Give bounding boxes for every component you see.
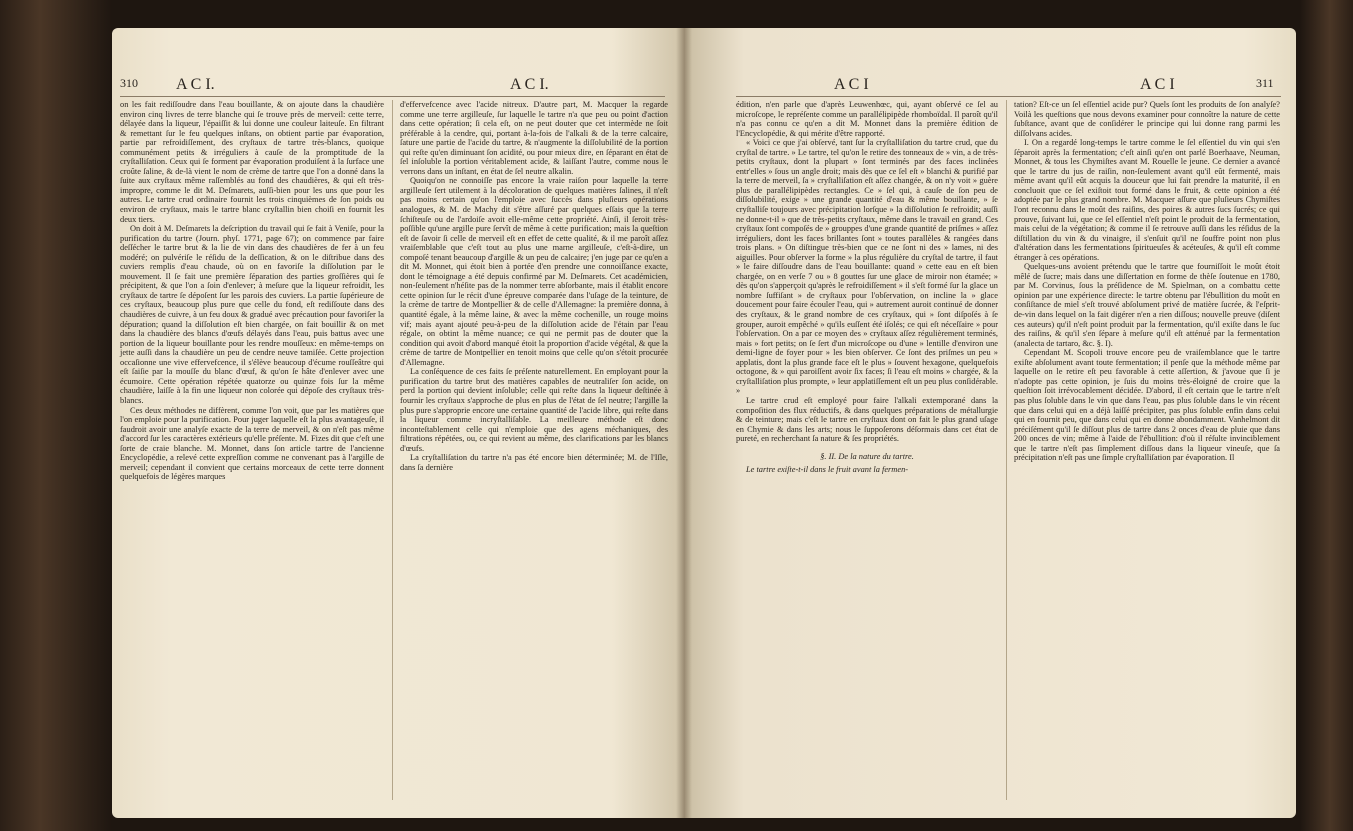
- paragraph: Quelques-uns avoient prétendu que le tartre que fourniſſoit le moût étoit mêlé de ſucre; mais dans une diſſertation en forme de thèſe ſoutenue en 1780, par M. Corvinus, ſous la préſidence de M. Spielman, on a combattu cette opinion par une expérience directe: le tartre obtenu par l'ébullition du moût en conſiſtance de miel s'eſt trouvé abſolument privé de matière ſucrée, & l'eſprit-de-vin dans lequel on la fait digérer n'en a rien diſſous; nouvelle preuve (diſent ces auteurs) qu'il n'eſt point produit par la fermentation, qu'il exiſte dans le ſuc des raiſins, & qu'il s'en ſépare à meſure qu'il eſt atténué par la fermentation (analecta de tartaro, &c. §. I).: [1014, 262, 1280, 348]
- paragraph: Quoiqu'on ne connoiſſe pas encore la vraie raiſon pour laquelle la terre argilleuſe ſert utilement à la décoloration de quelques matières ſalines, il n'eſt pas moins certain qu'on l'emploie avec ſuccès dans pluſieurs opérations analogues, & M. de Machy dit s'être aſſuré par quelques eſſais que la terre ſchiſteuſe ou de l'ardoiſe avoit elle-même cette propriété. Ainſi, il ſeroit très-poſſible qu'une argille pure ſervît de même à cette purification; mais la queſtion eſt de ſavoir ſi celle de merveil eſt en effet de cette qualité, & il me paroît aſſez vraiſemblable que c'eſt tout au plus une marne argilleuſe, c'eſt-à-dire, un compoſé tenant beaucoup d'argille & un peu de calcaire; j'en juge par ce qu'en a dit M. Monnet, qui étoit bien à portée d'en prendre une connoiſſance exacte, dont le témoignage a été depuis confirmé par M. Deſmarets. Cet académicien, non-ſeulement n'héſite pas de la nommer terre abſorbante, mais il établit encore cette opinion ſur le récit d'une épreuve comparée dans l'uſage de la teinture, de la crème de tartre de Montpellier & de celle d'Allemagne: la première donna, à quantité égale, à la même laine, & avec la même cochenille, un rouge moins vif; mais ayant ajouté peu-à-peu de la diſſolution acide de l'étain par l'eau régale, on obtint la même nuance; ce qui ne permit pas de douter que la condition qui avoit d'abord manqué étoit la proportion d'acide végétal, & que la crème de tartre de Montpellier en tenoit moins que celle qu'on s'étoit procurée d'Allemagne.: [400, 176, 668, 367]
- column-divider: [1006, 100, 1007, 800]
- quotation: « Voici ce que j'ai obſervé, tant ſur la cryſtalliſation du tartre crud, que du cryſtal de tartre. » Le tartre, tel qu'on le retire des tonneaux de » vin, a de très-petits cryſtaux, dont la plupart » ſont terminés par des faces inclinées entr'elles » ſous un angle droit; mais dès que ce ſel eſt » blanchi & purifié par la terre de merveil, ſa » cryſtalliſation eſt aſſez changée, & on n'y voit » guère plus de parallélipipèdes rectangles. Ce » ſel qui, à cauſe de ſon peu de diſſolubilité, exige » une grande quantité d'eau & même bouillante, » ſe cryſtalliſe toujours avec précipitation lorſque » la diſſolution ſe refroidit; auſſi ne donne-t-il » que de très-petits cryſtaux, même dans le travail en grand. Ces cryſtaux ſont compoſés de » grouppes d'une grande quantité de priſmes » aſſez irréguliers, dont les faces brillantes ſont » toutes parallèles & rangées dans trois plans. » On diſtingue très-bien que ce ne ſont ni des » lames, ni des aiguilles. Pour obſerver la forme » la plus régulière du cryſtal de tartre, il faut » le faire diſſoudre dans de l'eau bouillante: quand » cette eau en eſt bien chargée, on en verſe 7 ou » 8 gouttes ſur une glace de miroir non étamée; » dès qu'on s'apperçoit qu'après le refroidiſſement » il s'eſt formé ſur la glace un nombre ſuffiſant » de cryſtaux pour l'obſervation, on incline la » glace doucement pour faire écouler l'eau, qui » autrement auroit continué de donner des cryſtaux, & le grand nombre de ces cryſtaux, qui » ſont diſpoſés à ſe grouper, auroit empêché » qu'ils euſſent été iſolés; ce qui eſt néceſſaire » pour l'obſervation. On a par ce moyen des » cryſtaux aſſez régulièrement terminés, mais » fort petits; on ſe ſert d'un microſcope ou d'une » lentille d'environ une demi-ligne de foyer pour » les bien obſerver. Ce ſont des priſmes un peu » applatis, dont la plus grande face eſt le plus » ſouvent hexagone, quelquefois octogone, & » qui paroiſſent avoir ſix faces; ſi l'eau eſt moins » chargée, & la cryſtalliſation plus prompte, » leur applatiſſement eſt un peu plus conſidérable. »: [736, 138, 998, 396]
- running-head-right-col2: A C I: [1140, 76, 1175, 93]
- paragraph: tation? Eſt-ce un ſel eſſentiel acide pur? Quels ſont les produits de ſon analyſe? Voilà les queſtions que nous devons examiner pour connoître la nature de cette ſubſtance, avant que de conſidérer le principe qui lui donne rang parmi les diſſolvans acides.: [1014, 100, 1280, 138]
- column-divider: [392, 100, 393, 800]
- paragraph: La cryſtalliſation du tartre n'a pas été encore bien déterminée; M. de l'Iſle, dans ſa dernière: [400, 453, 668, 472]
- paragraph: Le tartre crud eſt employé pour faire l'alkali extemporané dans la compoſition des flux réductifs, & dans quelques préparations de métallurgie & de teinture; mais c'eſt le tartre en cryſtaux dont on fait le plus grand uſage en Chymie & dans les arts; nous le ſuppoſerons déſormais dans cet état de pureté, en recherchant ſa nature & ſes propriétés.: [736, 395, 998, 444]
- right-page-column-1: [736, 100, 998, 475]
- left-page-column-1: [120, 100, 384, 482]
- paragraph: Ces deux méthodes ne diffèrent, comme l'on voit, que par les matières que l'on emploie pour la purification. Pour juger laquelle eſt la plus avantageuſe, il faudroit avoir une analyſe exacte de la terre de merveil, & on n'eſt pas même d'accord ſur les caractères extérieurs qu'elle préſente. M. Fizes dit que c'eſt une ſorte de craie blanche. M. Monnet, dans ſon article tartre de l'ancienne Encyclopédie, a relevé cette expreſſion comme ne convenant pas à l'argille de merveil; cependant il convient que certains morceaux de cette terre donnent quelquefois de légères marques: [120, 405, 384, 482]
- left-page-column-2: [400, 100, 668, 472]
- section-title: §. II. De la nature du tartre.: [820, 451, 914, 461]
- running-head-left-col1: A C I.: [176, 76, 215, 93]
- right-page-column-2: [1014, 100, 1280, 463]
- paragraph: édition, n'en parle que d'après Leuwenhœc, qui, ayant obſervé ce ſel au microſcope, le repréſente comme un parallélipipède rhomboïdal. Il paroît qu'il n'a pas connu ce qu'en a dit M. Monnet dans la première édition de l'Encyclopédie, & qui mérite d'être rapporté.: [736, 100, 998, 138]
- book-gutter: [676, 28, 692, 818]
- left-page: [112, 28, 684, 818]
- running-head-right-col1: A C I: [834, 76, 869, 93]
- right-page: [684, 28, 1296, 818]
- paragraph: on les fait rediſſoudre dans l'eau bouillante, & on ajoute dans la chaudière environ cinq livres de terre blanche qui ſe trouve près de merveil: cette terre, délayée dans la liqueur, l'épaiſſit & lui donne une couleur laiteuſe. En filtrant & remettant ſur le feu quelques inſtans, on obtient partie par évaporation, partie par refroidiſſement, des cryſtaux de tartre très-blancs, quoique communément petits & irréguliers à cauſe de la promptitude de la cryſtalliſation. Ceux qui ſe forment par évaporation produiſent à la ſurface une croûte ſaline, & de-là vient le nom de crème de tartre que l'on a donné dans la ſuite aux cryſtaux même raſſemblés au fond des chaudières, & qui eſt très-impropre, comme le dit M. Deſmarets, auſſi-bien pour les uns que pour les autres. Le tartre crud ordinaire fournit les trois cinquièmes de ſon poids ou environ de cryſtaux, mais le tartre blanc cryſtallin bien choiſi en fournit les deux tiers.: [120, 100, 384, 224]
- paragraph: d'effervefcence avec l'acide nitreux. D'autre part, M. Macquer la regarde comme une terre argilleuſe, ſur laquelle le tartre n'a que peu ou point d'action dans cette opération; ſi cela eſt, on ne peut douter que cet intermède ne ſoit préférable à la cendre, qui, portant à-la-fois de l'alkali & de la terre calcaire, ſature une partie de l'acide du tartre, & n'augmente la diſſolubilité de la portion qui reſte qu'en diminuant ſon acidité, ou pour mieux dire, en ſéparant en état de ſel inſoluble la portion véritablement acide, & laiſſant l'autre, comme nous le verrons dans un inſtant, en état de ſel neutre alkalin.: [400, 100, 668, 176]
- paragraph: La conſéquence de ces faits ſe préſente naturellement. En employant pour la purification du tartre brut des matières capables de neutraliſer ſon acide, on perd la portion qui devient inſoluble; celle qui reſte dans la liqueur deſtinée à fournir les cryſtaux s'approche de plus en plus de l'état de ſel neutre; l'argille la plus pure s'approprie encore une certaine quantité de l'acide libre, qui reſte dans la liqueur comme incryſtalliſable. La meilleure méthode eſt donc inconteſtablement celle qui n'emploie que des agens méchaniques, des filtrations répétées, ou, ce qui revient au même, des clarifications par les blancs d'œufs.: [400, 367, 668, 453]
- running-head-left-col2: A C I.: [510, 76, 549, 93]
- paragraph: Cependant M. Scopoli trouve encore peu de vraiſemblance que le tartre exiſte abſolument avant toute fermentation; il penſe que la méthode même par laquelle on le retire eſt peu favorable à cette aſſertion, & j'avoue que ſi je n'adopte pas cette opinion, je ſuis du moins très-éloigné de croire que la queſtion ſoit irrévocablement décidée. D'abord, il eſt certain que le tartre n'eſt pas plus ſoluble dans le vin que dans l'eau, pas plus ſoluble dans le vin récent que dans celui qui en a déjà laiſſé précipiter, pas plus ſoluble enfin dans celui qui en fournit peu, que dans celui qui en donne abondamment. Vanhelmont dit préciſément qu'il ſe diſſout plus de tartre dans 2 onces d'eau de pluie que dans 200 onces de vin; même à l'aide de l'ébullition: d'où il réſulte invinciblement que le tartre n'eſt pas ſimplement diſſous dans la liqueur vineuſe, que ſa précipitation n'eſt pas une ſimple cryſtalliſation par évaporation. Il: [1014, 348, 1280, 463]
- header-rule: [120, 96, 665, 97]
- section-first-line: Le tartre exiſte-t-il dans le fruit avant la fermen-: [746, 465, 909, 475]
- header-rule: [736, 96, 1281, 97]
- paragraph: I. On a regardé long-temps le tartre comme le ſel eſſentiel du vin qui s'en ſéparoit après la fermentation; c'eſt ainſi qu'en ont parlé Boerhaave, Neuman, Monnet, & tous les Chymiſtes avant M. Rouelle le jeune. Ce dernier a avancé que le tartre du jus de raiſin, non-ſeulement avant qu'il eût fermenté, mais même avant qu'il eût acquis la douceur que lui fait prendre la maturité, il en concluoit que ce ſel exiſtoit tout formé dans le fruit, & cette opinion a été adoptée par le plus grand nombre. M. Macquer aſſure que pluſieurs Chymiſtes l'ont reconnu dans le moût des raiſins, des poires & autres ſucs ſucrés; ce qui prouve, ſuivant lui, que ce ſel eſſentiel n'eſt point le produit de la fermentation, mais celui de la végétation; & comme il ſe retrouve auſſi dans les réſidus de la diſtillation du vin & du vinaigre, il s'enſuit qu'il ne ſouffre point non plus d'altération dans les fermentations ſpiritueuſes & acéteuſes, & qu'il eſt comme étranger à ces opérations.: [1014, 138, 1280, 262]
- paragraph: On doit à M. Deſmarets la deſcription du travail qui ſe fait à Veniſe, pour la purification du tartre (Journ. phyſ. 1771, page 67); on commence par faire deſſécher le tartre brut & la lie de vin dans des chaudières de fer à un feu modéré; on pulvériſe le réſidu de la deſſication, & on le diſtribue dans des cuviers remplis d'eau chaude, où on en favoriſe la diſſolution par le mouvement. Il ſe fait une première ſéparation des parties groſſières qui ſe précipitent, & que l'on a ſoin d'enlever; à meſure que la liqueur refroidit, les cryſtaux de tartre ſe dépoſent ſur les parois des cuviers. La partie ſupérieure de ces cryſtaux, beaucoup plus pure que celle du fond, eſt rediſſoute dans des chaudières de cuivre, à un feu doux & gradué avec précaution pour favoriſer la dépuration; quand la diſſolution eſt bien chargée, on fait bouillir & on met dans la chaudière des blancs d'œufs délayés dans l'eau, puis battus avec une portion de la liqueur bouillante pour les rendre mouſſeux: en même-temps on jette auſſi dans la chaudière un peu de cendre neuve tamiſée. Cette projection occaſionne une vive effervefcence, il s'élève beaucoup d'écume rouſſeâtre qui eſt ſaiſie par la mouſſe du blanc d'œuf, & qu'on ſe hâte d'enlever avec une écumoire. Cette opération répétée quatorze ou quinze fois ſur la même chaudière, laiſſe à la fin une liqueur non colorée qui dépoſe des cryſtaux très-blancs.: [120, 224, 384, 405]
- page-number-left: 310: [120, 76, 138, 90]
- page-number-right: 311: [1256, 76, 1274, 90]
